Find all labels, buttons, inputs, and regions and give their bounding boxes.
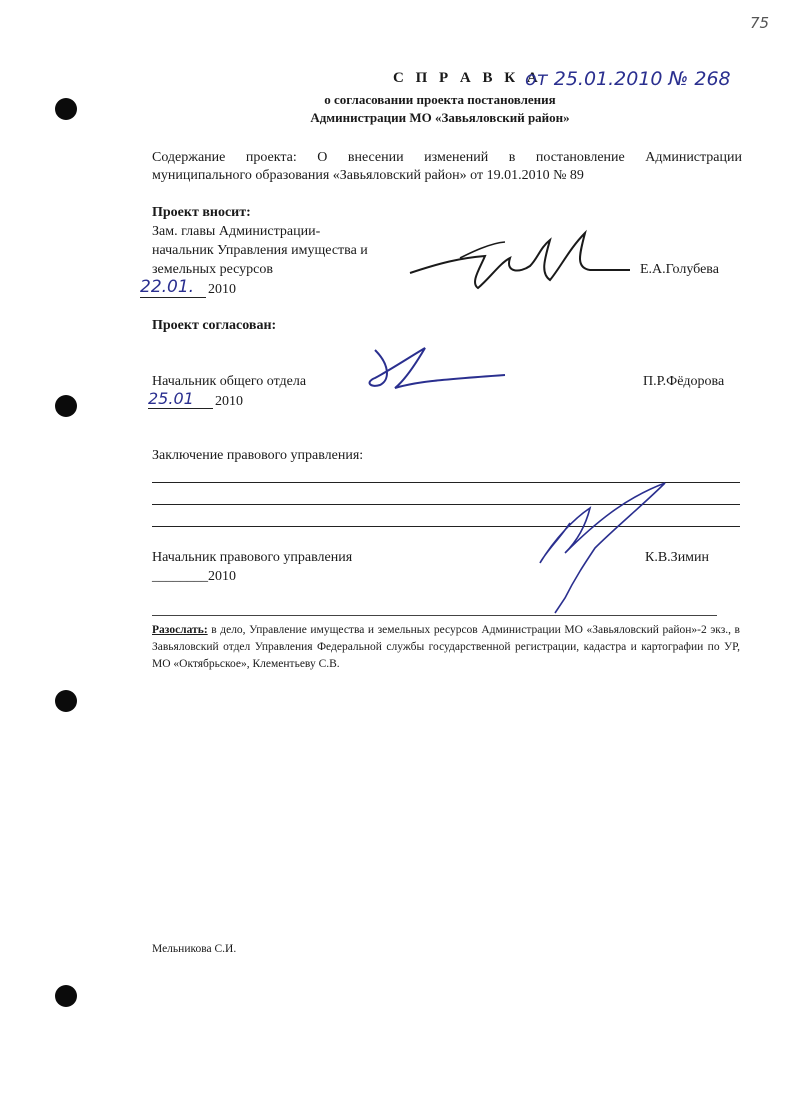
distribution-text: в дело, Управление имущества и земельных ресурсов Администрации МО «Завьяловский район»-2 экз., в Завьяловский отдел Управления Федеральной службы государственной регистрации, кадастра и картографии по УР, МО «Октябрьское», Клементьеву С.В. <box>152 624 740 670</box>
content-line-1: Содержание проекта: О внесении изменений в постановление Администрации <box>152 150 742 165</box>
agreed-year: 2010 <box>215 394 243 409</box>
document-title: С П Р А В К А <box>393 70 542 86</box>
punch-hole-4 <box>55 985 77 1007</box>
agreed-position: Начальник общего отдела <box>152 374 307 389</box>
legal-position: Начальник правового управления <box>152 550 353 565</box>
signature-zimin <box>495 478 665 618</box>
distribution-separator <box>152 615 717 616</box>
legal-name: К.В.Зимин <box>645 550 710 565</box>
executor-name: Мельникова С.И. <box>152 943 237 955</box>
submits-name: Е.А.Голубева <box>640 262 719 277</box>
agreed-name: П.Р.Фёдорова <box>643 374 725 389</box>
submits-date-handwritten: 22.01. <box>140 277 206 298</box>
distribution-label: Разослать: <box>152 624 208 636</box>
legal-date-blank: ________2010 <box>152 569 236 584</box>
subtitle-line-1: о согласовании проекта постановления <box>324 92 556 107</box>
submits-heading: Проект вносит: <box>152 205 251 220</box>
punch-hole-1 <box>55 98 77 120</box>
punch-hole-3 <box>55 690 77 712</box>
signature-fedorova <box>335 340 515 400</box>
corner-page-mark: 75 <box>750 14 770 32</box>
signature-golubeva <box>400 228 640 298</box>
submits-position-1: Зам. главы Администрации- <box>152 224 321 239</box>
agreed-heading: Проект согласован: <box>152 318 277 333</box>
submits-position-2: начальник Управления имущества и <box>152 243 368 258</box>
subtitle-line-2: Администрации МО «Завьяловский район» <box>310 110 570 125</box>
legal-conclusion-label: Заключение правового управления: <box>152 448 364 463</box>
submits-position-3: земельных ресурсов <box>152 262 274 277</box>
registration-handwritten: от 25.01.2010 № 268 <box>525 68 731 90</box>
distribution-block <box>152 622 740 673</box>
agreed-date-handwritten: 25.01 <box>148 389 213 409</box>
content-line-2: муниципального образования «Завьяловский район» от 19.01.2010 № 89 <box>152 168 584 183</box>
submits-year: 2010 <box>208 282 236 297</box>
punch-hole-2 <box>55 395 77 417</box>
